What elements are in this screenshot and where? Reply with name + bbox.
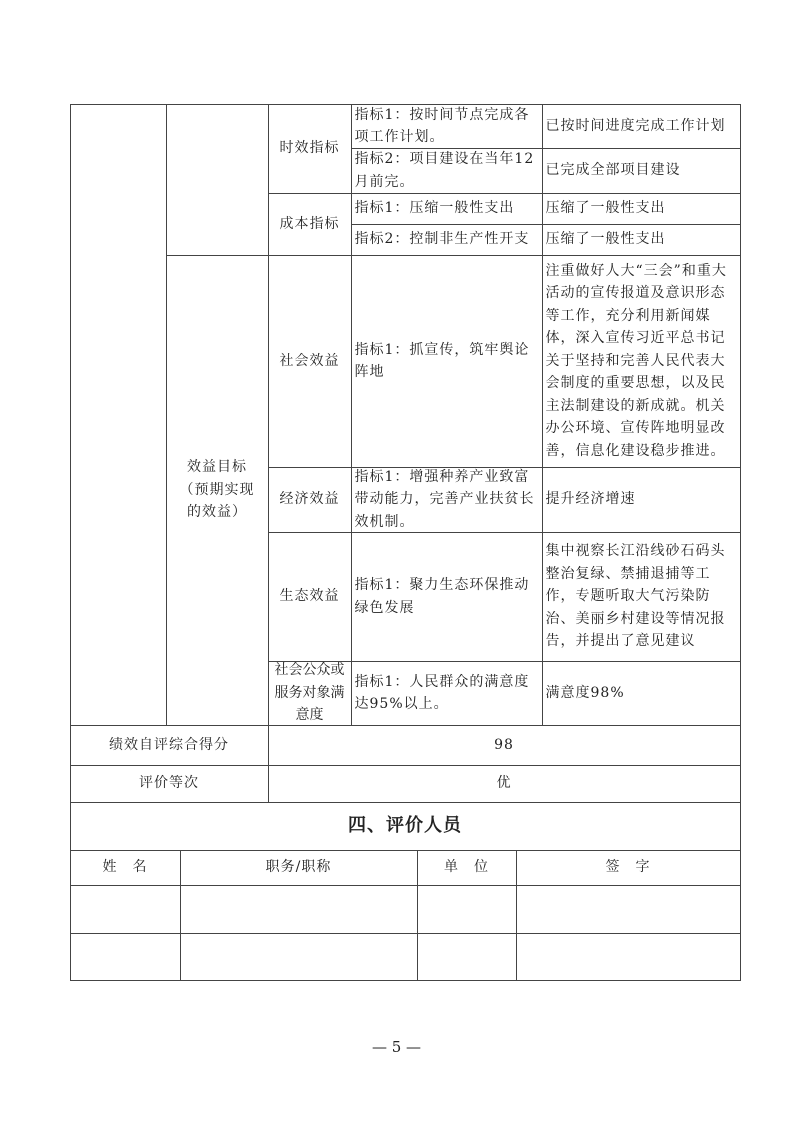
unit-input[interactable]	[417, 933, 517, 981]
indicator-cell: 指标1：人民群众的满意度达95%以上。	[351, 661, 543, 726]
score-label: 绩效自评综合得分	[70, 725, 269, 766]
cost-label: 成本指标	[268, 193, 352, 256]
satisfaction-label: 社会公众或服务对象满意度	[268, 661, 352, 726]
section-title: 四、评价人员	[70, 802, 741, 851]
result-cell: 提升经济增速	[542, 467, 741, 533]
result-cell: 压缩了一般性支出	[542, 193, 741, 225]
result-cell: 注重做好人大“三会”和重大活动的宣传报道及意识形态等工作，充分利用新闻媒体，深入宣传习近平总书记关于坚持和完善人民代表大会制度的重要思想，以及民主法制建设的新成就。机关办公环境、宣传阵地明显改善，信息化建设稳步推进。	[542, 255, 741, 468]
grade-value: 优	[268, 765, 741, 803]
header-name: 姓 名	[70, 850, 181, 886]
unit-input[interactable]	[417, 885, 517, 934]
blank-category-cell	[70, 104, 167, 726]
social-benefit-label: 社会效益	[268, 255, 352, 468]
benefit-goal-label: 效益目标（预期实现的效益）	[166, 255, 269, 726]
header-title: 职务/职称	[180, 850, 418, 886]
header-signature: 签 字	[516, 850, 741, 886]
result-cell: 满意度98%	[542, 661, 741, 726]
economic-benefit-label: 经济效益	[268, 467, 352, 533]
ecological-benefit-label: 生态效益	[268, 532, 352, 662]
result-cell: 已完成全部项目建设	[542, 148, 741, 194]
timeliness-label: 时效指标	[268, 104, 352, 194]
signature-input[interactable]	[516, 885, 741, 934]
indicator-cell: 指标1：聚力生态环保推动绿色发展	[351, 532, 543, 662]
indicator-cell: 指标2：项目建设在当年12月前完。	[351, 148, 543, 194]
signature-input[interactable]	[516, 933, 741, 981]
title-input[interactable]	[180, 885, 418, 934]
indicator-cell: 指标1：增强种养产业致富带动能力，完善产业扶贫长效机制。	[351, 467, 543, 533]
header-unit: 单 位	[417, 850, 517, 886]
indicator-cell: 指标1：压缩一般性支出	[351, 193, 543, 225]
result-cell: 集中视察长江沿线砂石码头整治复绿、禁捕退捕等工作，专题听取大气污染防治、美丽乡村建设等情况报告，并提出了意见建议	[542, 532, 741, 662]
result-cell: 压缩了一般性支出	[542, 224, 741, 256]
grade-label: 评价等次	[70, 765, 269, 803]
indicator-cell: 指标1：按时间节点完成各项工作计划。	[351, 104, 543, 149]
page-number: — 5 —	[371, 1038, 422, 1056]
title-input[interactable]	[180, 933, 418, 981]
blank-subcategory-cell	[166, 104, 269, 256]
name-input[interactable]	[70, 885, 181, 934]
name-input[interactable]	[70, 933, 181, 981]
score-value: 98	[268, 725, 741, 766]
indicator-cell: 指标1：抓宣传，筑牢舆论阵地	[351, 255, 543, 468]
result-cell: 已按时间进度完成工作计划	[542, 104, 741, 149]
indicator-cell: 指标2：控制非生产性开支	[351, 224, 543, 256]
